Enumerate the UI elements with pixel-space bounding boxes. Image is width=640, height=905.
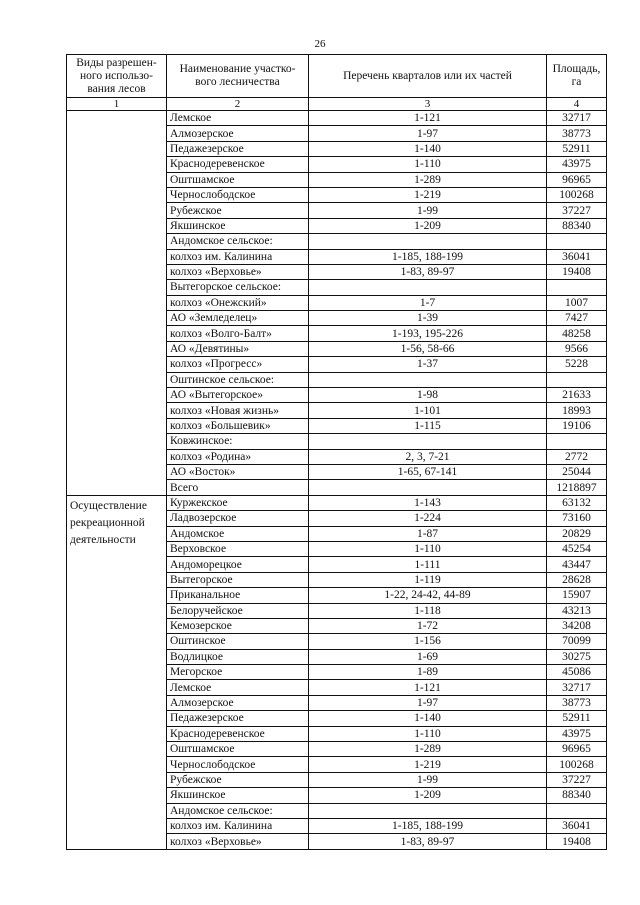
use-type-recreation-cell: Осуществление рекреационной деятельности bbox=[67, 495, 167, 849]
quarters-cell: 1-224 bbox=[309, 511, 547, 526]
quarters-cell: 1-22, 24-42, 44-89 bbox=[309, 588, 547, 603]
column-number: 1 bbox=[67, 98, 167, 111]
quarters-cell: 1-101 bbox=[309, 403, 547, 418]
quarters-cell: 2, 3, 7-21 bbox=[309, 449, 547, 464]
area-cell: 52911 bbox=[547, 711, 607, 726]
forestry-name-cell: Чернослободское bbox=[167, 757, 309, 772]
area-cell: 43213 bbox=[547, 603, 607, 618]
forestry-name-cell: Всего bbox=[167, 480, 309, 495]
quarters-cell: 1-65, 67-141 bbox=[309, 464, 547, 479]
area-cell: 19408 bbox=[547, 834, 607, 849]
area-cell: 1218897 bbox=[547, 480, 607, 495]
forestry-name-cell: Оштшамское bbox=[167, 172, 309, 187]
quarters-cell: 1-110 bbox=[309, 157, 547, 172]
forestry-name-cell: Алмозерское bbox=[167, 126, 309, 141]
quarters-cell: 1-111 bbox=[309, 557, 547, 572]
quarters-cell bbox=[309, 803, 547, 818]
quarters-cell: 1-37 bbox=[309, 357, 547, 372]
area-cell: 88340 bbox=[547, 218, 607, 233]
forestry-name-cell: Кемозерское bbox=[167, 618, 309, 633]
forestry-name-cell: Андомское bbox=[167, 526, 309, 541]
area-cell: 45086 bbox=[547, 665, 607, 680]
forestry-name-cell: Верховское bbox=[167, 541, 309, 556]
area-cell: 34208 bbox=[547, 618, 607, 633]
header-area: Площадь, га bbox=[547, 55, 607, 98]
header-use-type: Виды разрешен-ного использо-вания лесов bbox=[67, 55, 167, 98]
area-cell: 5228 bbox=[547, 357, 607, 372]
forestry-name-cell: Педажезерское bbox=[167, 711, 309, 726]
quarters-cell: 1-193, 195-226 bbox=[309, 326, 547, 341]
table-row bbox=[67, 111, 607, 126]
forestry-name-cell: Вытегорское сельское: bbox=[167, 280, 309, 295]
quarters-cell: 1-121 bbox=[309, 680, 547, 695]
quarters-cell: 1-97 bbox=[309, 126, 547, 141]
area-cell: 43447 bbox=[547, 557, 607, 572]
quarters-cell: 1-115 bbox=[309, 418, 547, 433]
area-cell: 20829 bbox=[547, 526, 607, 541]
area-cell bbox=[547, 280, 607, 295]
quarters-cell: 1-289 bbox=[309, 172, 547, 187]
forestry-name-cell: Оштинское сельское: bbox=[167, 372, 309, 387]
forestry-name-cell: Водлицкое bbox=[167, 649, 309, 664]
forestry-name-cell: Оштинское bbox=[167, 634, 309, 649]
quarters-cell bbox=[309, 234, 547, 249]
area-cell: 1007 bbox=[547, 295, 607, 310]
area-cell: 21633 bbox=[547, 388, 607, 403]
quarters-cell: 1-219 bbox=[309, 187, 547, 202]
forestry-name-cell: колхоз им. Калинина bbox=[167, 249, 309, 264]
table-body bbox=[67, 111, 607, 850]
area-cell: 73160 bbox=[547, 511, 607, 526]
quarters-cell: 1-209 bbox=[309, 788, 547, 803]
area-cell: 15907 bbox=[547, 588, 607, 603]
forestry-name-cell: АО «Земледелец» bbox=[167, 311, 309, 326]
area-cell: 36041 bbox=[547, 818, 607, 833]
forestry-name-cell: колхоз «Онежский» bbox=[167, 295, 309, 310]
area-cell: 38773 bbox=[547, 126, 607, 141]
area-cell: 88340 bbox=[547, 788, 607, 803]
area-cell: 36041 bbox=[547, 249, 607, 264]
forestry-name-cell: Лемское bbox=[167, 680, 309, 695]
quarters-cell bbox=[309, 480, 547, 495]
quarters-cell: 1-119 bbox=[309, 572, 547, 587]
column-number-row bbox=[67, 98, 607, 111]
forestry-name-cell: Приканальное bbox=[167, 588, 309, 603]
forestry-name-cell: Белоручейское bbox=[167, 603, 309, 618]
quarters-cell: 1-97 bbox=[309, 695, 547, 710]
area-cell: 7427 bbox=[547, 311, 607, 326]
area-cell: 19106 bbox=[547, 418, 607, 433]
forestry-name-cell: колхоз «Волго-Балт» bbox=[167, 326, 309, 341]
forestry-name-cell: Якшинское bbox=[167, 788, 309, 803]
quarters-cell: 1-185, 188-199 bbox=[309, 818, 547, 833]
area-cell: 37227 bbox=[547, 203, 607, 218]
area-cell: 37227 bbox=[547, 772, 607, 787]
quarters-cell: 1-140 bbox=[309, 711, 547, 726]
area-cell: 19408 bbox=[547, 264, 607, 279]
forestry-name-cell: АО «Девятины» bbox=[167, 341, 309, 356]
area-cell: 32717 bbox=[547, 111, 607, 126]
area-cell: 96965 bbox=[547, 742, 607, 757]
header-row bbox=[67, 55, 607, 98]
forestry-name-cell: колхоз «Верховье» bbox=[167, 264, 309, 279]
header-forestry-name: Наименование участко-вого лесничества bbox=[167, 55, 309, 98]
forestry-name-cell: Мегорское bbox=[167, 665, 309, 680]
area-cell: 43975 bbox=[547, 726, 607, 741]
forestry-name-cell: Рубежское bbox=[167, 203, 309, 218]
forestry-name-cell: АО «Восток» bbox=[167, 464, 309, 479]
forestry-name-cell: Ладвозерское bbox=[167, 511, 309, 526]
forestry-name-cell: Куржекское bbox=[167, 495, 309, 510]
quarters-cell: 1-143 bbox=[309, 495, 547, 510]
column-number: 2 bbox=[167, 98, 309, 111]
quarters-cell: 1-99 bbox=[309, 203, 547, 218]
area-cell bbox=[547, 234, 607, 249]
forestry-name-cell: колхоз им. Калинина bbox=[167, 818, 309, 833]
area-cell: 100268 bbox=[547, 187, 607, 202]
area-cell bbox=[547, 372, 607, 387]
quarters-cell: 1-56, 58-66 bbox=[309, 341, 547, 356]
quarters-cell bbox=[309, 280, 547, 295]
quarters-cell: 1-69 bbox=[309, 649, 547, 664]
area-cell: 2772 bbox=[547, 449, 607, 464]
quarters-cell: 1-219 bbox=[309, 757, 547, 772]
quarters-cell: 1-185, 188-199 bbox=[309, 249, 547, 264]
area-cell: 52911 bbox=[547, 141, 607, 156]
page-number: 26 bbox=[314, 38, 326, 50]
quarters-cell: 1-39 bbox=[309, 311, 547, 326]
forestry-name-cell: Оштшамское bbox=[167, 742, 309, 757]
table-row bbox=[67, 495, 607, 510]
forestry-name-cell: колхоз «Новая жизнь» bbox=[167, 403, 309, 418]
forestry-name-cell: Якшинское bbox=[167, 218, 309, 233]
forestry-name-cell: Лемское bbox=[167, 111, 309, 126]
forest-use-table bbox=[66, 54, 607, 850]
area-cell: 63132 bbox=[547, 495, 607, 510]
quarters-cell: 1-98 bbox=[309, 388, 547, 403]
forestry-name-cell: Андомское сельское: bbox=[167, 234, 309, 249]
quarters-cell: 1-83, 89-97 bbox=[309, 834, 547, 849]
area-cell bbox=[547, 803, 607, 818]
forestry-name-cell: АО «Вытегорское» bbox=[167, 388, 309, 403]
quarters-cell: 1-121 bbox=[309, 111, 547, 126]
header-quarters: Перечень кварталов или их частей bbox=[309, 55, 547, 98]
quarters-cell bbox=[309, 434, 547, 449]
quarters-cell: 1-110 bbox=[309, 726, 547, 741]
forestry-name-cell: Андомское сельское: bbox=[167, 803, 309, 818]
column-number: 3 bbox=[309, 98, 547, 111]
area-cell: 45254 bbox=[547, 541, 607, 556]
area-cell: 28628 bbox=[547, 572, 607, 587]
area-cell: 25044 bbox=[547, 464, 607, 479]
quarters-cell: 1-7 bbox=[309, 295, 547, 310]
forestry-name-cell: Андоморецкое bbox=[167, 557, 309, 572]
column-number: 4 bbox=[547, 98, 607, 111]
forestry-name-cell: Рубежское bbox=[167, 772, 309, 787]
area-cell: 96965 bbox=[547, 172, 607, 187]
quarters-cell: 1-118 bbox=[309, 603, 547, 618]
area-cell: 38773 bbox=[547, 695, 607, 710]
forestry-name-cell: Алмозерское bbox=[167, 695, 309, 710]
quarters-cell: 1-83, 89-97 bbox=[309, 264, 547, 279]
area-cell: 48258 bbox=[547, 326, 607, 341]
area-cell: 30275 bbox=[547, 649, 607, 664]
forestry-name-cell: Краснодеревенское bbox=[167, 157, 309, 172]
quarters-cell: 1-72 bbox=[309, 618, 547, 633]
quarters-cell: 1-156 bbox=[309, 634, 547, 649]
forestry-name-cell: колхоз «Большевик» bbox=[167, 418, 309, 433]
area-cell bbox=[547, 434, 607, 449]
quarters-cell: 1-110 bbox=[309, 541, 547, 556]
forestry-name-cell: колхоз «Родина» bbox=[167, 449, 309, 464]
quarters-cell bbox=[309, 372, 547, 387]
forestry-name-cell: Вытегорское bbox=[167, 572, 309, 587]
area-cell: 9566 bbox=[547, 341, 607, 356]
area-cell: 32717 bbox=[547, 680, 607, 695]
quarters-cell: 1-289 bbox=[309, 742, 547, 757]
use-type-cell bbox=[67, 111, 167, 496]
area-cell: 100268 bbox=[547, 757, 607, 772]
forestry-name-cell: колхоз «Верховье» bbox=[167, 834, 309, 849]
forestry-name-cell: колхоз «Прогресс» bbox=[167, 357, 309, 372]
quarters-cell: 1-99 bbox=[309, 772, 547, 787]
forestry-name-cell: Чернослободское bbox=[167, 187, 309, 202]
area-cell: 18993 bbox=[547, 403, 607, 418]
quarters-cell: 1-89 bbox=[309, 665, 547, 680]
quarters-cell: 1-140 bbox=[309, 141, 547, 156]
quarters-cell: 1-87 bbox=[309, 526, 547, 541]
forestry-name-cell: Ковжинское: bbox=[167, 434, 309, 449]
forestry-name-cell: Педажезерское bbox=[167, 141, 309, 156]
quarters-cell: 1-209 bbox=[309, 218, 547, 233]
area-cell: 43975 bbox=[547, 157, 607, 172]
forestry-name-cell: Краснодеревенское bbox=[167, 726, 309, 741]
area-cell: 70099 bbox=[547, 634, 607, 649]
